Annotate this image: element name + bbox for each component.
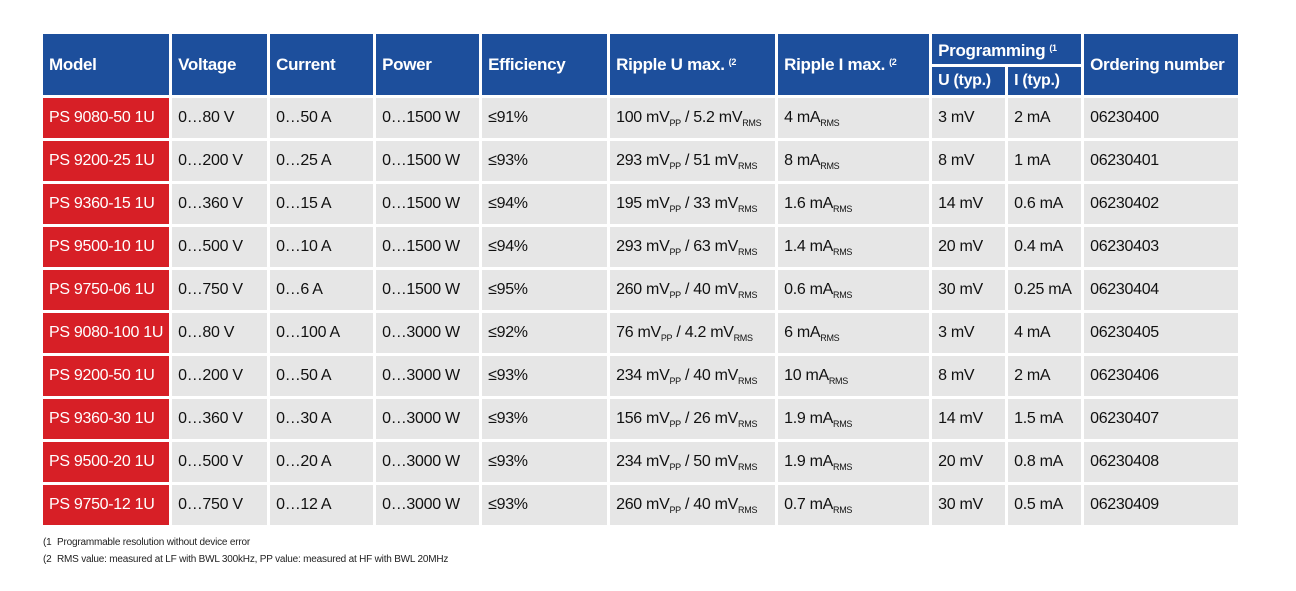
prog-i-cell: 0.6 mA: [1008, 184, 1081, 224]
ripple-i-cell: [778, 442, 929, 482]
ripple-i-cell: [778, 356, 929, 396]
efficiency-cell: ≤91%: [482, 98, 607, 138]
ordering-number-cell: 06230404: [1084, 270, 1238, 310]
rms-subscript: RMS: [820, 333, 840, 343]
ripple-separator: /: [672, 324, 685, 341]
footnote-ref-2: (2: [889, 56, 897, 67]
ripple-u-cell: [610, 399, 775, 439]
ripple-i-value: 0.6 mA: [784, 281, 833, 298]
table-row: [43, 399, 1238, 439]
prog-i-cell: 1.5 mA: [1008, 399, 1081, 439]
ripple-u-cell: [610, 227, 775, 267]
table-row: [43, 442, 1238, 482]
footnote-marker: (1: [43, 537, 52, 548]
rms-subscript: RMS: [833, 419, 853, 429]
ripple-separator: /: [680, 238, 694, 255]
ripple-separator: /: [680, 496, 694, 513]
ordering-number-cell: 06230401: [1084, 141, 1238, 181]
power-cell: 0…1500 W: [376, 270, 479, 310]
voltage-cell: 0…80 V: [172, 313, 267, 353]
voltage-cell: 0…360 V: [172, 184, 267, 224]
power-cell: 0…3000 W: [376, 313, 479, 353]
voltage-cell: 0…500 V: [172, 442, 267, 482]
ripple-separator: /: [680, 367, 694, 384]
ripple-i-cell: [778, 485, 929, 525]
ripple-u-cell: [610, 184, 775, 224]
prog-u-cell: 3 mV: [932, 98, 1005, 138]
footnote-text: Programmable resolution without device error: [57, 537, 250, 548]
current-cell: 0…12 A: [270, 485, 373, 525]
ripple-u-pp-value: 100 mV: [616, 109, 670, 126]
rms-subscript: RMS: [738, 247, 758, 257]
voltage-cell: 0…500 V: [172, 227, 267, 267]
col-header-power: Power: [376, 34, 479, 95]
col-header-current: Current: [270, 34, 373, 95]
rms-subscript: RMS: [738, 204, 758, 214]
ripple-i-value: 10 mA: [784, 367, 829, 384]
power-cell: 0…1500 W: [376, 227, 479, 267]
prog-i-cell: 1 mA: [1008, 141, 1081, 181]
ripple-i-value: 1.6 mA: [784, 195, 833, 212]
pp-subscript: PP: [669, 419, 681, 429]
ripple-u-pp-value: 234 mV: [616, 367, 670, 384]
efficiency-cell: ≤94%: [482, 227, 607, 267]
model-cell: PS 9360-30 1U: [43, 399, 169, 439]
col-header-efficiency: Efficiency: [482, 34, 607, 95]
ripple-u-pp-value: 234 mV: [616, 453, 670, 470]
ripple-u-cell: [610, 141, 775, 181]
ripple-u-pp-value: 76 mV: [616, 324, 661, 341]
prog-i-cell: 2 mA: [1008, 356, 1081, 396]
ripple-u-cell: [610, 270, 775, 310]
voltage-cell: 0…750 V: [172, 485, 267, 525]
ordering-number-cell: 06230407: [1084, 399, 1238, 439]
prog-i-cell: 4 mA: [1008, 313, 1081, 353]
rms-subscript: RMS: [833, 462, 853, 472]
efficiency-cell: ≤93%: [482, 399, 607, 439]
model-cell: PS 9500-20 1U: [43, 442, 169, 482]
efficiency-cell: ≤93%: [482, 141, 607, 181]
col-header-model: Model: [43, 34, 169, 95]
prog-i-cell: 0.4 mA: [1008, 227, 1081, 267]
ripple-i-cell: [778, 270, 929, 310]
table-row: [43, 141, 1238, 181]
power-cell: 0…3000 W: [376, 356, 479, 396]
ripple-separator: /: [680, 281, 694, 298]
table-row: [43, 270, 1238, 310]
ripple-u-pp-value: 293 mV: [616, 238, 670, 255]
prog-u-cell: 20 mV: [932, 227, 1005, 267]
footnote-ref-1: (1: [1049, 43, 1057, 53]
rms-subscript: RMS: [738, 462, 758, 472]
table-row: [43, 485, 1238, 525]
rms-subscript: RMS: [738, 505, 758, 515]
ripple-i-label: Ripple I max.: [784, 54, 886, 74]
current-cell: 0…100 A: [270, 313, 373, 353]
rms-subscript: RMS: [738, 290, 758, 300]
model-cell: PS 9500-10 1U: [43, 227, 169, 267]
spec-table: [40, 31, 1241, 528]
voltage-cell: 0…200 V: [172, 141, 267, 181]
efficiency-cell: ≤94%: [482, 184, 607, 224]
power-cell: 0…1500 W: [376, 141, 479, 181]
current-cell: 0…50 A: [270, 98, 373, 138]
ripple-i-value: 1.9 mA: [784, 410, 833, 427]
pp-subscript: PP: [669, 118, 681, 128]
rms-subscript: RMS: [738, 161, 758, 171]
programming-label: Programming: [938, 41, 1046, 60]
ripple-u-pp-value: 156 mV: [616, 410, 670, 427]
ripple-i-value: 1.9 mA: [784, 453, 833, 470]
pp-subscript: PP: [669, 290, 681, 300]
ripple-separator: /: [680, 453, 694, 470]
prog-i-cell: 0.5 mA: [1008, 485, 1081, 525]
footnote-text: RMS value: measured at LF with BWL 300kHz, PP value: measured at HF with BWL 20MHz: [57, 554, 449, 565]
prog-u-cell: 8 mV: [932, 356, 1005, 396]
pp-subscript: PP: [660, 333, 673, 343]
prog-u-cell: 20 mV: [932, 442, 1005, 482]
ripple-i-value: 8 mA: [784, 152, 821, 169]
ordering-number-cell: 06230409: [1084, 485, 1238, 525]
ripple-u-rms-value: 4.2 mV: [684, 324, 734, 341]
prog-i-cell: 2 mA: [1008, 98, 1081, 138]
efficiency-cell: ≤93%: [482, 442, 607, 482]
model-cell: PS 9200-50 1U: [43, 356, 169, 396]
col-header-prog-i: I (typ.): [1008, 67, 1081, 95]
model-cell: PS 9080-50 1U: [43, 98, 169, 138]
current-cell: 0…20 A: [270, 442, 373, 482]
footnote-ref-2: (2: [728, 56, 737, 67]
ordering-number-cell: 06230408: [1084, 442, 1238, 482]
ripple-i-cell: [778, 98, 929, 138]
col-header-ripple-u: [610, 34, 775, 95]
pp-subscript: PP: [669, 376, 681, 386]
ripple-i-value: 1.4 mA: [784, 238, 833, 255]
ripple-separator: /: [680, 109, 694, 126]
current-cell: 0…15 A: [270, 184, 373, 224]
rms-subscript: RMS: [833, 247, 853, 257]
ripple-u-rms-value: 33 mV: [693, 195, 739, 212]
model-cell: PS 9200-25 1U: [43, 141, 169, 181]
voltage-cell: 0…200 V: [172, 356, 267, 396]
pp-subscript: PP: [669, 161, 681, 171]
ripple-u-rms-value: 40 mV: [693, 367, 739, 384]
prog-u-cell: 3 mV: [932, 313, 1005, 353]
current-cell: 0…10 A: [270, 227, 373, 267]
prog-u-cell: 30 mV: [932, 270, 1005, 310]
power-cell: 0…3000 W: [376, 399, 479, 439]
prog-i-cell: 0.25 mA: [1008, 270, 1081, 310]
efficiency-cell: ≤95%: [482, 270, 607, 310]
rms-subscript: RMS: [833, 204, 853, 214]
power-cell: 0…1500 W: [376, 184, 479, 224]
ripple-u-cell: [610, 356, 775, 396]
power-cell: 0…3000 W: [376, 485, 479, 525]
prog-u-cell: 30 mV: [932, 485, 1005, 525]
ripple-u-pp-value: 195 mV: [616, 195, 670, 212]
current-cell: 0…50 A: [270, 356, 373, 396]
rms-subscript: RMS: [738, 419, 758, 429]
footnote-marker: (2: [43, 554, 52, 565]
ripple-separator: /: [680, 410, 694, 427]
table-row: [43, 184, 1238, 224]
prog-i-cell: 0.8 mA: [1008, 442, 1081, 482]
voltage-cell: 0…360 V: [172, 399, 267, 439]
ripple-u-rms-value: 40 mV: [693, 281, 739, 298]
ripple-u-label: Ripple U max.: [616, 54, 725, 74]
ripple-u-rms-value: 40 mV: [693, 496, 739, 513]
ripple-u-rms-value: 50 mV: [693, 453, 739, 470]
col-header-ripple-i: [778, 34, 929, 95]
ripple-separator: /: [680, 152, 694, 169]
ripple-u-cell: [610, 442, 775, 482]
ordering-number-cell: 06230405: [1084, 313, 1238, 353]
footnote-1: [43, 534, 448, 551]
rms-subscript: RMS: [833, 290, 853, 300]
power-cell: 0…3000 W: [376, 442, 479, 482]
ripple-i-cell: [778, 313, 929, 353]
ripple-u-pp-value: 293 mV: [616, 152, 670, 169]
prog-u-cell: 14 mV: [932, 184, 1005, 224]
table-row: [43, 356, 1238, 396]
ripple-i-cell: [778, 399, 929, 439]
rms-subscript: RMS: [828, 376, 848, 386]
ripple-i-cell: [778, 227, 929, 267]
rms-subscript: RMS: [820, 118, 840, 128]
rms-subscript: RMS: [742, 118, 762, 128]
efficiency-cell: ≤93%: [482, 356, 607, 396]
ripple-i-value: 0.7 mA: [784, 496, 833, 513]
rms-subscript: RMS: [738, 376, 758, 386]
pp-subscript: PP: [669, 505, 681, 515]
ripple-i-value: 6 mA: [784, 324, 821, 341]
ripple-u-cell: [610, 98, 775, 138]
ordering-number-cell: 06230406: [1084, 356, 1238, 396]
prog-u-cell: 8 mV: [932, 141, 1005, 181]
model-cell: PS 9750-06 1U: [43, 270, 169, 310]
ripple-u-rms-value: 26 mV: [693, 410, 739, 427]
ripple-separator: /: [680, 195, 694, 212]
rms-subscript: RMS: [833, 505, 853, 515]
model-cell: PS 9080-100 1U: [43, 313, 169, 353]
efficiency-cell: ≤92%: [482, 313, 607, 353]
ripple-u-rms-value: 51 mV: [693, 152, 739, 169]
efficiency-cell: ≤93%: [482, 485, 607, 525]
ripple-i-cell: [778, 141, 929, 181]
footnotes: [43, 534, 448, 568]
ripple-u-cell: [610, 313, 775, 353]
ordering-number-cell: 06230402: [1084, 184, 1238, 224]
col-header-voltage: Voltage: [172, 34, 267, 95]
col-header-programming: [932, 34, 1081, 64]
ripple-u-pp-value: 260 mV: [616, 496, 670, 513]
rms-subscript: RMS: [820, 161, 840, 171]
rms-subscript: RMS: [733, 333, 753, 343]
ripple-i-value: 4 mA: [784, 109, 821, 126]
ripple-u-pp-value: 260 mV: [616, 281, 670, 298]
ripple-u-rms-value: 5.2 mV: [693, 109, 743, 126]
prog-u-cell: 14 mV: [932, 399, 1005, 439]
model-cell: PS 9750-12 1U: [43, 485, 169, 525]
current-cell: 0…25 A: [270, 141, 373, 181]
ripple-u-rms-value: 63 mV: [693, 238, 739, 255]
col-header-prog-u: U (typ.): [932, 67, 1005, 95]
header-row: [43, 34, 1238, 64]
current-cell: 0…30 A: [270, 399, 373, 439]
ordering-number-cell: 06230403: [1084, 227, 1238, 267]
table-row: [43, 98, 1238, 138]
model-cell: PS 9360-15 1U: [43, 184, 169, 224]
table-row: [43, 227, 1238, 267]
table-row: [43, 313, 1238, 353]
voltage-cell: 0…80 V: [172, 98, 267, 138]
col-header-ordering-number: Ordering number: [1084, 34, 1238, 95]
voltage-cell: 0…750 V: [172, 270, 267, 310]
current-cell: 0…6 A: [270, 270, 373, 310]
ripple-i-cell: [778, 184, 929, 224]
pp-subscript: PP: [669, 247, 681, 257]
power-cell: 0…1500 W: [376, 98, 479, 138]
pp-subscript: PP: [669, 204, 681, 214]
ripple-u-cell: [610, 485, 775, 525]
pp-subscript: PP: [669, 462, 681, 472]
ordering-number-cell: 06230400: [1084, 98, 1238, 138]
footnote-2: [43, 551, 448, 568]
